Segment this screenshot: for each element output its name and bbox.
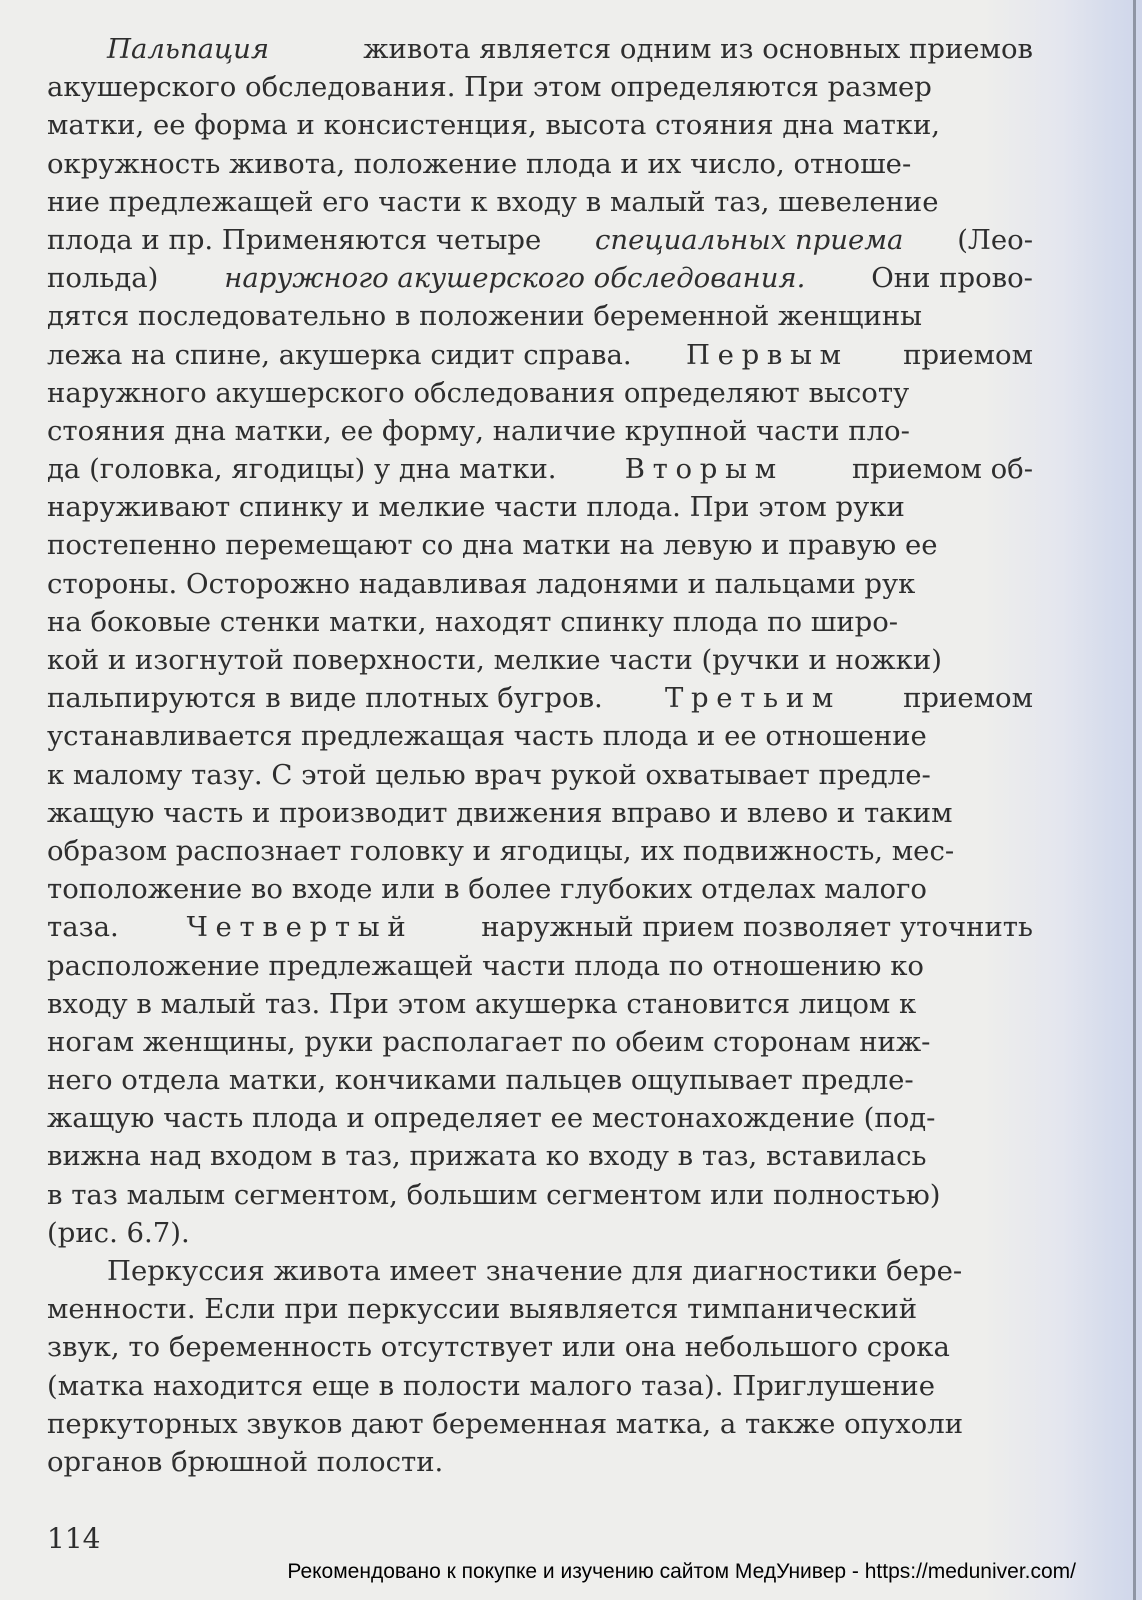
- text-line: [47, 297, 1033, 335]
- text-line: [47, 221, 1033, 259]
- text-segment: (матка находится еще в полости малого таза). Приглушение: [47, 1369, 935, 1402]
- text-segment: акушерского обследования. При этом определяются размер: [47, 71, 932, 104]
- text-segment: тоположение во входе или в более глубоких отделах малого: [47, 873, 927, 906]
- italic-term: специальных приема: [595, 223, 904, 256]
- text-line: [47, 68, 1033, 106]
- text-segment: менности. Если при перкуссии выявляется тимпанический: [47, 1293, 918, 1326]
- text-segment: него отдела матки, кончиками пальцев ощупывает предле-: [47, 1064, 914, 1097]
- text-segment: живота является одним из основных приемов: [354, 33, 1033, 65]
- text-segment: приемом: [894, 682, 1033, 715]
- text-segment: лежа на спине, акушерка сидит справа.: [47, 338, 641, 371]
- text-segment: звук, то беременность отсутствует или она небольшого срока: [47, 1331, 950, 1364]
- text-line: [47, 412, 1033, 450]
- text-line: [47, 1176, 1033, 1214]
- text-line: [47, 1137, 1033, 1175]
- text-line: [47, 259, 1033, 297]
- text-line: [47, 450, 1033, 488]
- text-segment: к малому тазу. С этой целью врач рукой охватывает предле-: [47, 758, 931, 791]
- text-line: [47, 1367, 1033, 1405]
- text-segment: матки, ее форма и консистенция, высота стояния дна матки,: [47, 109, 941, 142]
- text-segment: приемом: [894, 338, 1033, 371]
- text-segment: жащую часть и производит движения вправо и влево и таким: [47, 796, 953, 829]
- footer-recommendation: Рекомендовано к покупке и изучению сайтом МедУнивер - https://meduniver.com/: [287, 1560, 1076, 1583]
- spaced-term: Третьим: [664, 682, 841, 715]
- text-line: [47, 526, 1033, 564]
- text-segment: органов брюшной полости.: [47, 1445, 444, 1478]
- text-line: [47, 106, 1033, 144]
- text-segment: наружного акушерского обследования определяют высоту: [47, 376, 910, 409]
- text-segment: постепенно перемещают со дна матки на левую и правую ее: [47, 529, 938, 562]
- text-segment: жащую часть плода и определяет ее местонахождение (под-: [47, 1102, 936, 1135]
- text-segment: польда): [47, 262, 168, 295]
- text-segment: ние предлежащей его части к входу в малый таз, шевеление: [47, 185, 939, 218]
- text-line: [47, 1061, 1033, 1099]
- text-segment: на боковые стенки матки, находят спинку плода по широ-: [47, 605, 899, 638]
- page-number: 114: [47, 1522, 101, 1555]
- spaced-term: Четвертый: [186, 911, 414, 944]
- text-line: [47, 488, 1033, 526]
- text-line: [47, 374, 1033, 412]
- page-edge-shadow: [1133, 0, 1136, 1600]
- text-segment: Они прово-: [862, 262, 1033, 295]
- spaced-term: Первым: [685, 338, 849, 371]
- text-segment: дятся последовательно в положении беременной женщины: [47, 300, 923, 333]
- text-segment: перкуторных звуков дают беременная матка, а также опухоли: [47, 1407, 964, 1440]
- text-line: [47, 947, 1033, 985]
- text-segment: устанавливается предлежащая часть плода и ее отношение: [47, 720, 927, 753]
- text-segment: (Лео-: [948, 223, 1033, 256]
- text-line: [47, 756, 1033, 794]
- text-line: [47, 1252, 1033, 1290]
- text-line: [47, 1443, 1033, 1481]
- text-line: [47, 641, 1033, 679]
- text-line: [47, 183, 1033, 221]
- text-segment: наружный прием позволяет уточнить: [472, 911, 1033, 944]
- text-line: [47, 1405, 1033, 1443]
- text-line: [47, 832, 1033, 870]
- text-line: [47, 603, 1033, 641]
- text-line: [47, 145, 1033, 183]
- italic-term: наружного акушерского обследования.: [224, 262, 806, 295]
- text-segment: стороны. Осторожно надавливая ладонями и пальцами рук: [47, 567, 916, 600]
- text-line: [47, 30, 1033, 68]
- text-segment: пальпируются в виде плотных бугров.: [47, 682, 612, 715]
- text-line: [47, 985, 1033, 1023]
- text-segment: приемом об-: [843, 453, 1033, 486]
- text-segment: ногам женщины, руки располагает по обеим сторонам ниж-: [47, 1025, 931, 1058]
- body-text: [47, 30, 1033, 1481]
- text-line: [47, 1214, 1033, 1252]
- text-line: [47, 1290, 1033, 1328]
- text-line: [47, 1099, 1033, 1137]
- text-segment: в таз малым сегментом, большим сегментом или полностью): [47, 1178, 941, 1211]
- text-segment: окружность живота, положение плода и их число, отноше-: [47, 147, 912, 180]
- text-line: [47, 870, 1033, 908]
- text-line: [47, 1328, 1033, 1366]
- text-segment: таза.: [47, 911, 128, 944]
- italic-term: Пальпация: [107, 33, 270, 65]
- text-segment: расположение предлежащей части плода по отношению ко: [47, 949, 924, 982]
- text-segment: Перкуссия живота имеет значение для диагностики бере-: [107, 1255, 963, 1287]
- text-line: [47, 679, 1033, 717]
- text-segment: образом распознает головку и ягодицы, их подвижность, мес-: [47, 834, 955, 867]
- text-segment: кой и изогнутой поверхности, мелкие части (ручки и ножки): [47, 644, 942, 676]
- text-segment: входу в малый таз. При этом акушерка становится лицом к: [47, 987, 917, 1020]
- text-line: [47, 908, 1033, 946]
- spaced-term: Вторым: [624, 453, 784, 486]
- text-segment: наруживают спинку и мелкие части плода. При этом руки: [47, 491, 905, 524]
- text-segment: плода и пр. Применяются четыре: [47, 223, 550, 256]
- text-line: [47, 336, 1033, 374]
- text-line: [47, 717, 1033, 755]
- text-line: [47, 565, 1033, 603]
- text-line: [47, 794, 1033, 832]
- text-segment: вижна над входом в таз, прижата ко входу в таз, вставилась: [47, 1140, 927, 1173]
- text-line: [47, 1023, 1033, 1061]
- text-segment: да (головка, ягодицы) у дна матки.: [47, 453, 566, 486]
- text-segment: (рис. 6.7).: [47, 1216, 190, 1249]
- text-segment: стояния дна матки, ее форму, наличие крупной части пло-: [47, 414, 910, 447]
